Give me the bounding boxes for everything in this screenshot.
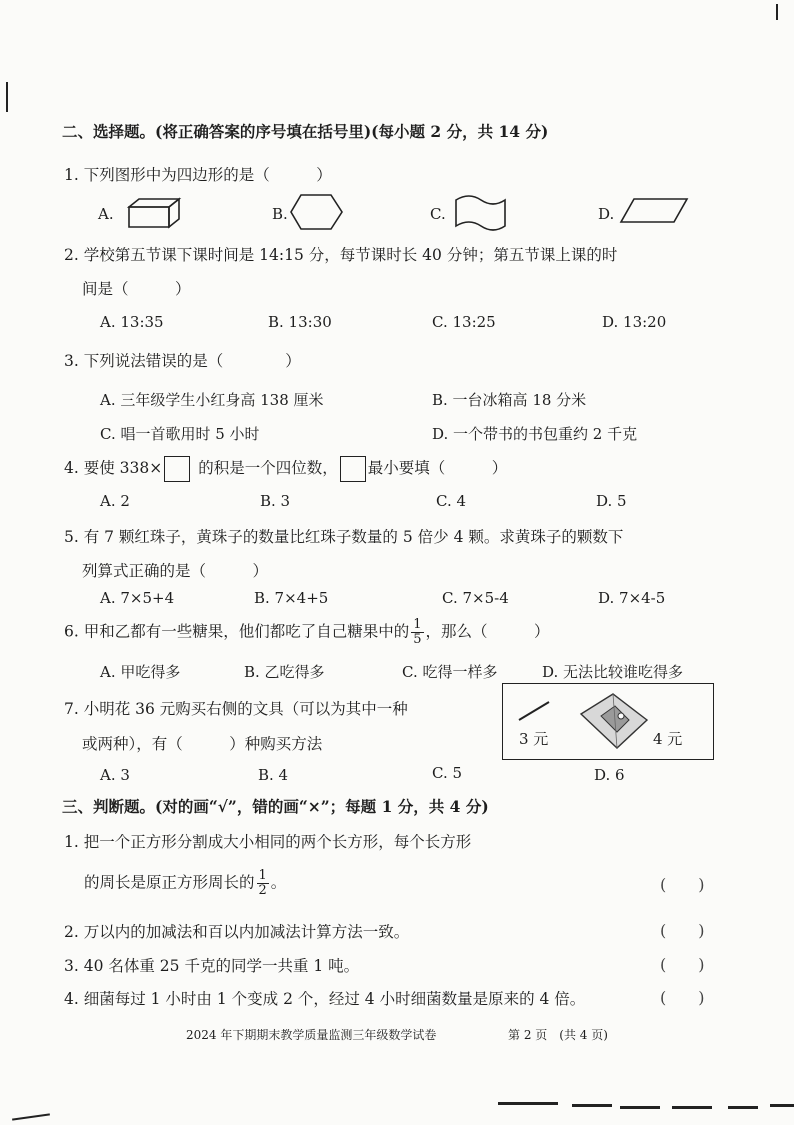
q4-option-d: D. 5 [596, 492, 627, 510]
q5-line2: 列算式正确的是（ ） [82, 562, 269, 580]
answer-paren: ( ) [660, 988, 705, 1007]
scan-mark [498, 1102, 558, 1105]
scan-mark [6, 82, 8, 112]
q3-option-c: C. 唱一首歌用时 5 小时 [100, 425, 260, 443]
q5-option-c: C. 7×5-4 [442, 589, 509, 607]
parallelogram-icon [618, 196, 690, 226]
q2-option-d: D. 13:20 [602, 313, 667, 331]
q5-option-b: B. 7×4+5 [254, 589, 329, 607]
q4-option-a: A. 2 [100, 492, 130, 510]
fraction-denominator: 5 [413, 632, 422, 647]
scan-mark [672, 1106, 712, 1109]
price-set-square: 4 元 [653, 730, 683, 748]
q6-part2: ，那么（ ） [425, 622, 550, 641]
curved-rectangle-icon [453, 192, 509, 232]
scan-mark [620, 1106, 660, 1109]
scan-mark [728, 1106, 758, 1109]
q2-option-c: C. 13:25 [432, 313, 496, 331]
q1-option-b: B. [272, 205, 288, 223]
scan-mark [572, 1104, 612, 1107]
q2-option-b: B. 13:30 [268, 313, 332, 331]
blank-box [164, 456, 190, 482]
fraction [257, 869, 269, 898]
q5-option-a: A. 7×5+4 [100, 589, 175, 607]
q4-part2: 的积是一个四位数， [198, 459, 338, 477]
answer-paren: ( ) [660, 921, 705, 940]
q4-part3: 最小要填（ ） [367, 459, 508, 477]
footer-title: 2024 年下期期末教学质量监测三年级数学试卷 [186, 1028, 437, 1042]
q1-option-c: C. [430, 205, 446, 223]
q4-option-b: B. 3 [260, 492, 291, 510]
q3-option-d: D. 一个带书的书包重约 2 千克 [432, 425, 638, 443]
q7-line2: 或两种），有（ ）种购买方法 [82, 735, 323, 753]
q7-option-b: B. 4 [258, 766, 289, 784]
scan-mark [776, 4, 778, 20]
hexagon-icon [289, 192, 345, 232]
q5-option-d: D. 7×4-5 [598, 589, 666, 607]
q7-line1: 7. 小明花 36 元购买右侧的文具（可以为其中一种 [64, 700, 408, 718]
q7-option-d: D. 6 [594, 766, 625, 784]
q5-line1: 5. 有 7 颗红珠子，黄珠子的数量比红珠子数量的 5 倍少 4 颗。求黄珠子的颗数下 [64, 528, 624, 546]
answer-paren: ( ) [660, 875, 705, 894]
q4-part1: 4. 要使 338× [64, 459, 163, 477]
q7-option-a: A. 3 [100, 766, 130, 784]
answer-paren: ( ) [660, 955, 705, 974]
q7-option-c: C. 5 [432, 764, 463, 782]
section2-title: 二、选择题。(将正确答案的序号填在括号里)(每小题 2 分，共 14 分) [62, 122, 549, 141]
q4-option-c: C. 4 [436, 492, 467, 510]
cuboid-icon [127, 196, 183, 230]
scan-mark [12, 1113, 50, 1120]
q1-option-a: A. [98, 205, 114, 223]
q2-line2: 间是（ ） [82, 280, 191, 298]
judge-q2-text: 2. 万以内的加减法和百以内加减法计算方法一致。 [64, 923, 410, 941]
q4-text [64, 456, 507, 482]
q1-text: 1. 下列图形中为四边形的是（ ） [64, 166, 332, 184]
q6-option-a: A. 甲吃得多 [100, 663, 181, 681]
judge-q1-line2 [84, 869, 286, 898]
q6-option-b: B. 乙吃得多 [244, 663, 325, 681]
fraction-denominator: 2 [258, 883, 267, 898]
judge-q1-tail: 。 [270, 873, 287, 892]
footer-page: 第 2 页 (共 4 页) [508, 1028, 608, 1042]
set-square-icon [577, 690, 653, 752]
q1-option-d: D. [598, 205, 615, 223]
price-pencil: 3 元 [519, 730, 549, 748]
q3-option-b: B. 一台冰箱高 18 分米 [432, 391, 587, 409]
q3-text: 3. 下列说法错误的是（ ） [64, 352, 301, 370]
q6-option-d: D. 无法比较谁吃得多 [542, 663, 684, 681]
q3-option-a: A. 三年级学生小红身高 138 厘米 [100, 391, 324, 409]
judge-q3-text: 3. 40 名体重 25 千克的同学一共重 1 吨。 [64, 957, 360, 975]
pencil-icon [515, 698, 555, 724]
q6-text [64, 618, 550, 647]
q2-line1: 2. 学校第五节课下课时间是 14:15 分，每节课时长 40 分钟；第五节课上课的时 [64, 246, 618, 264]
fraction-numerator: 1 [258, 868, 267, 883]
q2-option-a: A. 13:35 [100, 313, 164, 331]
scan-mark [770, 1104, 794, 1107]
q6-option-c: C. 吃得一样多 [402, 663, 498, 681]
fraction-numerator: 1 [413, 617, 422, 632]
fraction [411, 618, 423, 647]
stationery-box [502, 683, 714, 760]
blank-box [340, 456, 366, 482]
judge-q1-line1: 1. 把一个正方形分割成大小相同的两个长方形，每个长方形 [64, 833, 472, 851]
q6-part1: 6. 甲和乙都有一些糖果，他们都吃了自己糖果中的 [64, 622, 410, 641]
section3-title: 三、判断题。(对的画“√”，错的画“×”；每题 1 分，共 4 分) [62, 797, 489, 816]
judge-q1-text: 的周长是原正方形周长的 [84, 873, 255, 892]
judge-q4-text: 4. 细菌每过 1 小时由 1 个变成 2 个，经过 4 小时细菌数量是原来的 4 倍。 [64, 990, 586, 1008]
